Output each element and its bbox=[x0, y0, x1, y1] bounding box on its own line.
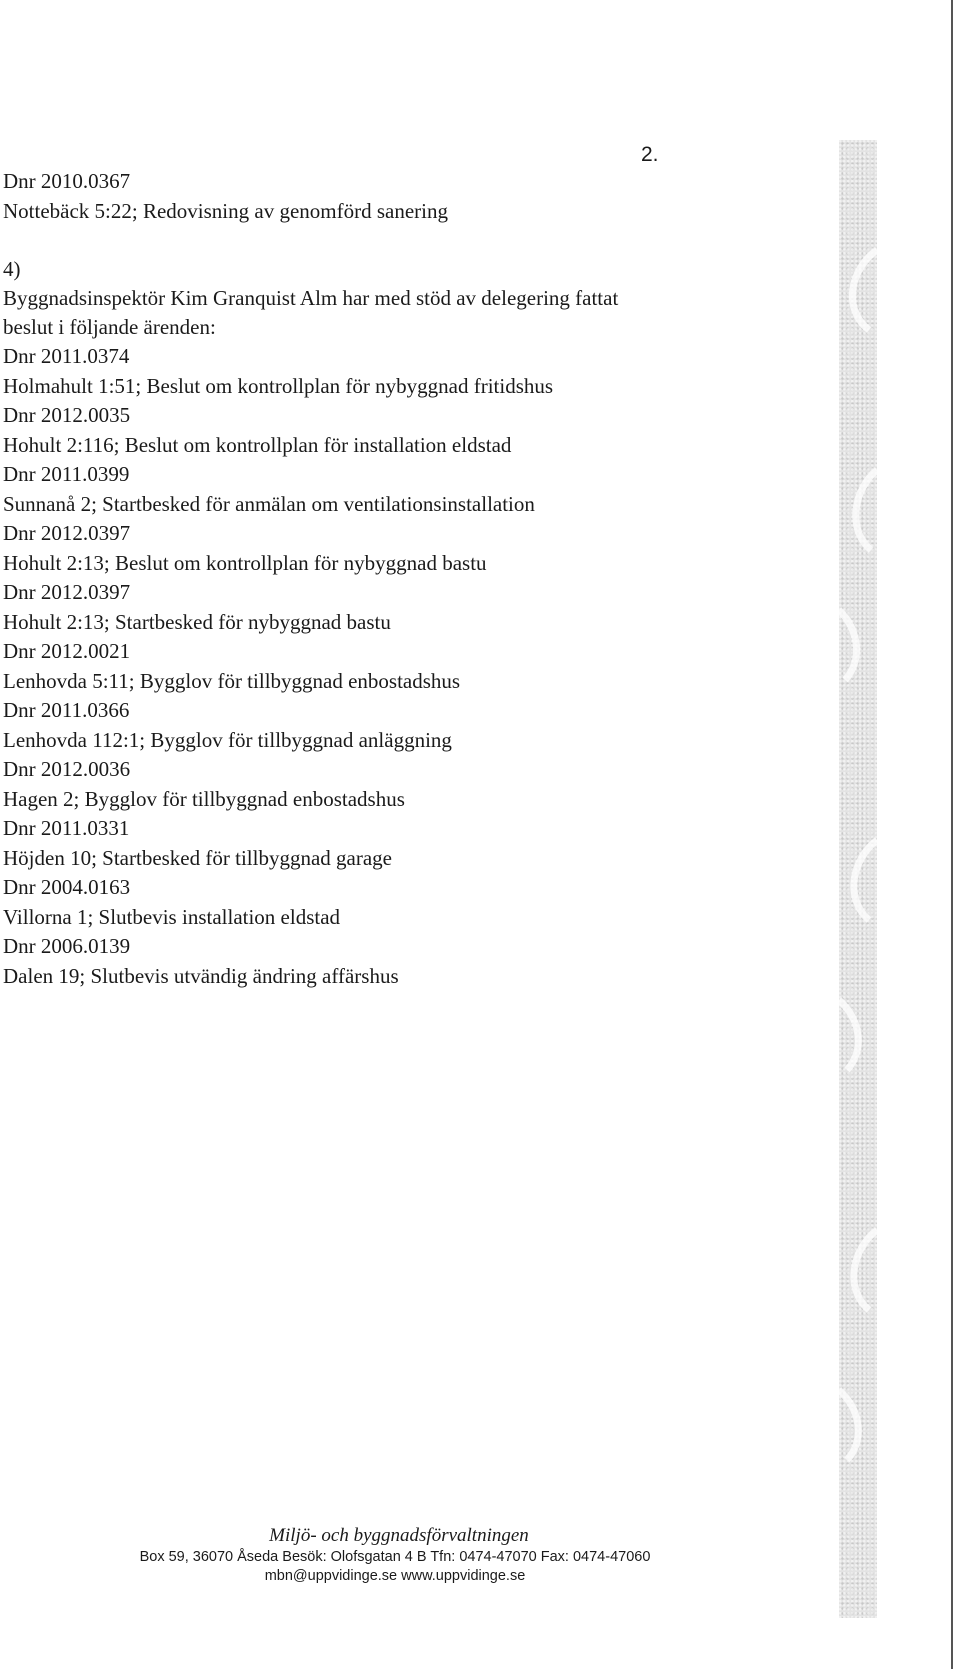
case-description: Villorna 1; Slutbevis installation eldstad bbox=[3, 905, 341, 929]
page-footer bbox=[0, 1524, 718, 1586]
case-dnr: Dnr 2011.0366 bbox=[3, 698, 130, 722]
case-dnr: Dnr 2012.0397 bbox=[3, 580, 131, 604]
section-number: 4) bbox=[3, 257, 21, 281]
section-intro-line: Byggnadsinspektör Kim Granquist Alm har med stöd av delegering fattat bbox=[3, 286, 619, 310]
case-description: Hohult 2:13; Startbesked för nybyggnad bastu bbox=[3, 610, 391, 634]
footer-organization-title: Miljö- och byggnadsförvaltningen bbox=[269, 1525, 529, 1546]
case-description: Dalen 19; Slutbevis utvändig ändring affärshus bbox=[3, 964, 399, 988]
case-item bbox=[3, 814, 723, 873]
footer-contact: mbn@uppvidinge.se www.uppvidinge.se bbox=[264, 1568, 526, 1584]
case-dnr: Dnr 2012.0035 bbox=[3, 403, 131, 427]
section-intro-line: beslut i följande ärenden: bbox=[3, 315, 216, 339]
case-description: Hagen 2; Bygglov för tillbyggnad enbostadshus bbox=[3, 787, 405, 811]
case-item bbox=[3, 578, 723, 637]
case-description: Lenhovda 112:1; Bygglov för tillbyggnad anläggning bbox=[3, 728, 452, 752]
case-item bbox=[3, 696, 723, 755]
case-dnr: Dnr 2011.0399 bbox=[3, 462, 130, 486]
case-description: Hohult 2:13; Beslut om kontrollplan för nybyggnad bastu bbox=[3, 551, 487, 575]
page-edge-line bbox=[951, 0, 953, 1669]
case-list bbox=[3, 342, 723, 991]
case-dnr: Dnr 2012.0021 bbox=[3, 639, 131, 663]
case-dnr: Dnr 2010.0367 bbox=[3, 169, 131, 193]
case-description: Höjden 10; Startbesked för tillbyggnad garage bbox=[3, 846, 392, 870]
case-description: Sunnanå 2; Startbesked för anmälan om ventilationsinstallation bbox=[3, 492, 535, 516]
case-item bbox=[3, 519, 723, 578]
case-item bbox=[3, 460, 723, 519]
previous-case bbox=[3, 167, 723, 226]
case-item bbox=[3, 932, 723, 991]
case-dnr: Dnr 2004.0163 bbox=[3, 875, 131, 899]
case-item bbox=[3, 637, 723, 696]
section-4 bbox=[3, 255, 723, 342]
case-dnr: Dnr 2012.0036 bbox=[3, 757, 131, 781]
decorative-margin-strip bbox=[839, 140, 877, 1618]
case-dnr: Dnr 2012.0397 bbox=[3, 521, 131, 545]
document-body bbox=[3, 167, 723, 991]
case-item bbox=[3, 401, 723, 460]
case-dnr: Dnr 2011.0331 bbox=[3, 816, 130, 840]
case-description: Nottebäck 5:22; Redovisning av genomförd sanering bbox=[3, 199, 448, 223]
case-description: Lenhovda 5:11; Bygglov för tillbyggnad enbostadshus bbox=[3, 669, 461, 693]
page-number: 2. bbox=[641, 143, 659, 166]
case-item bbox=[3, 342, 723, 401]
case-item bbox=[3, 755, 723, 814]
case-dnr: Dnr 2006.0139 bbox=[3, 934, 131, 958]
case-description: Hohult 2:116; Beslut om kontrollplan för installation eldstad bbox=[3, 433, 512, 457]
case-dnr: Dnr 2011.0374 bbox=[3, 344, 130, 368]
case-description: Holmahult 1:51; Beslut om kontrollplan för nybyggnad fritidshus bbox=[3, 374, 554, 398]
case-item bbox=[3, 873, 723, 932]
footer-address: Box 59, 36070 Åseda Besök: Olofsgatan 4 B Tfn: 0474-47070 Fax: 0474-47060 bbox=[139, 1549, 651, 1565]
decorative-swirl-pattern bbox=[839, 140, 877, 1618]
